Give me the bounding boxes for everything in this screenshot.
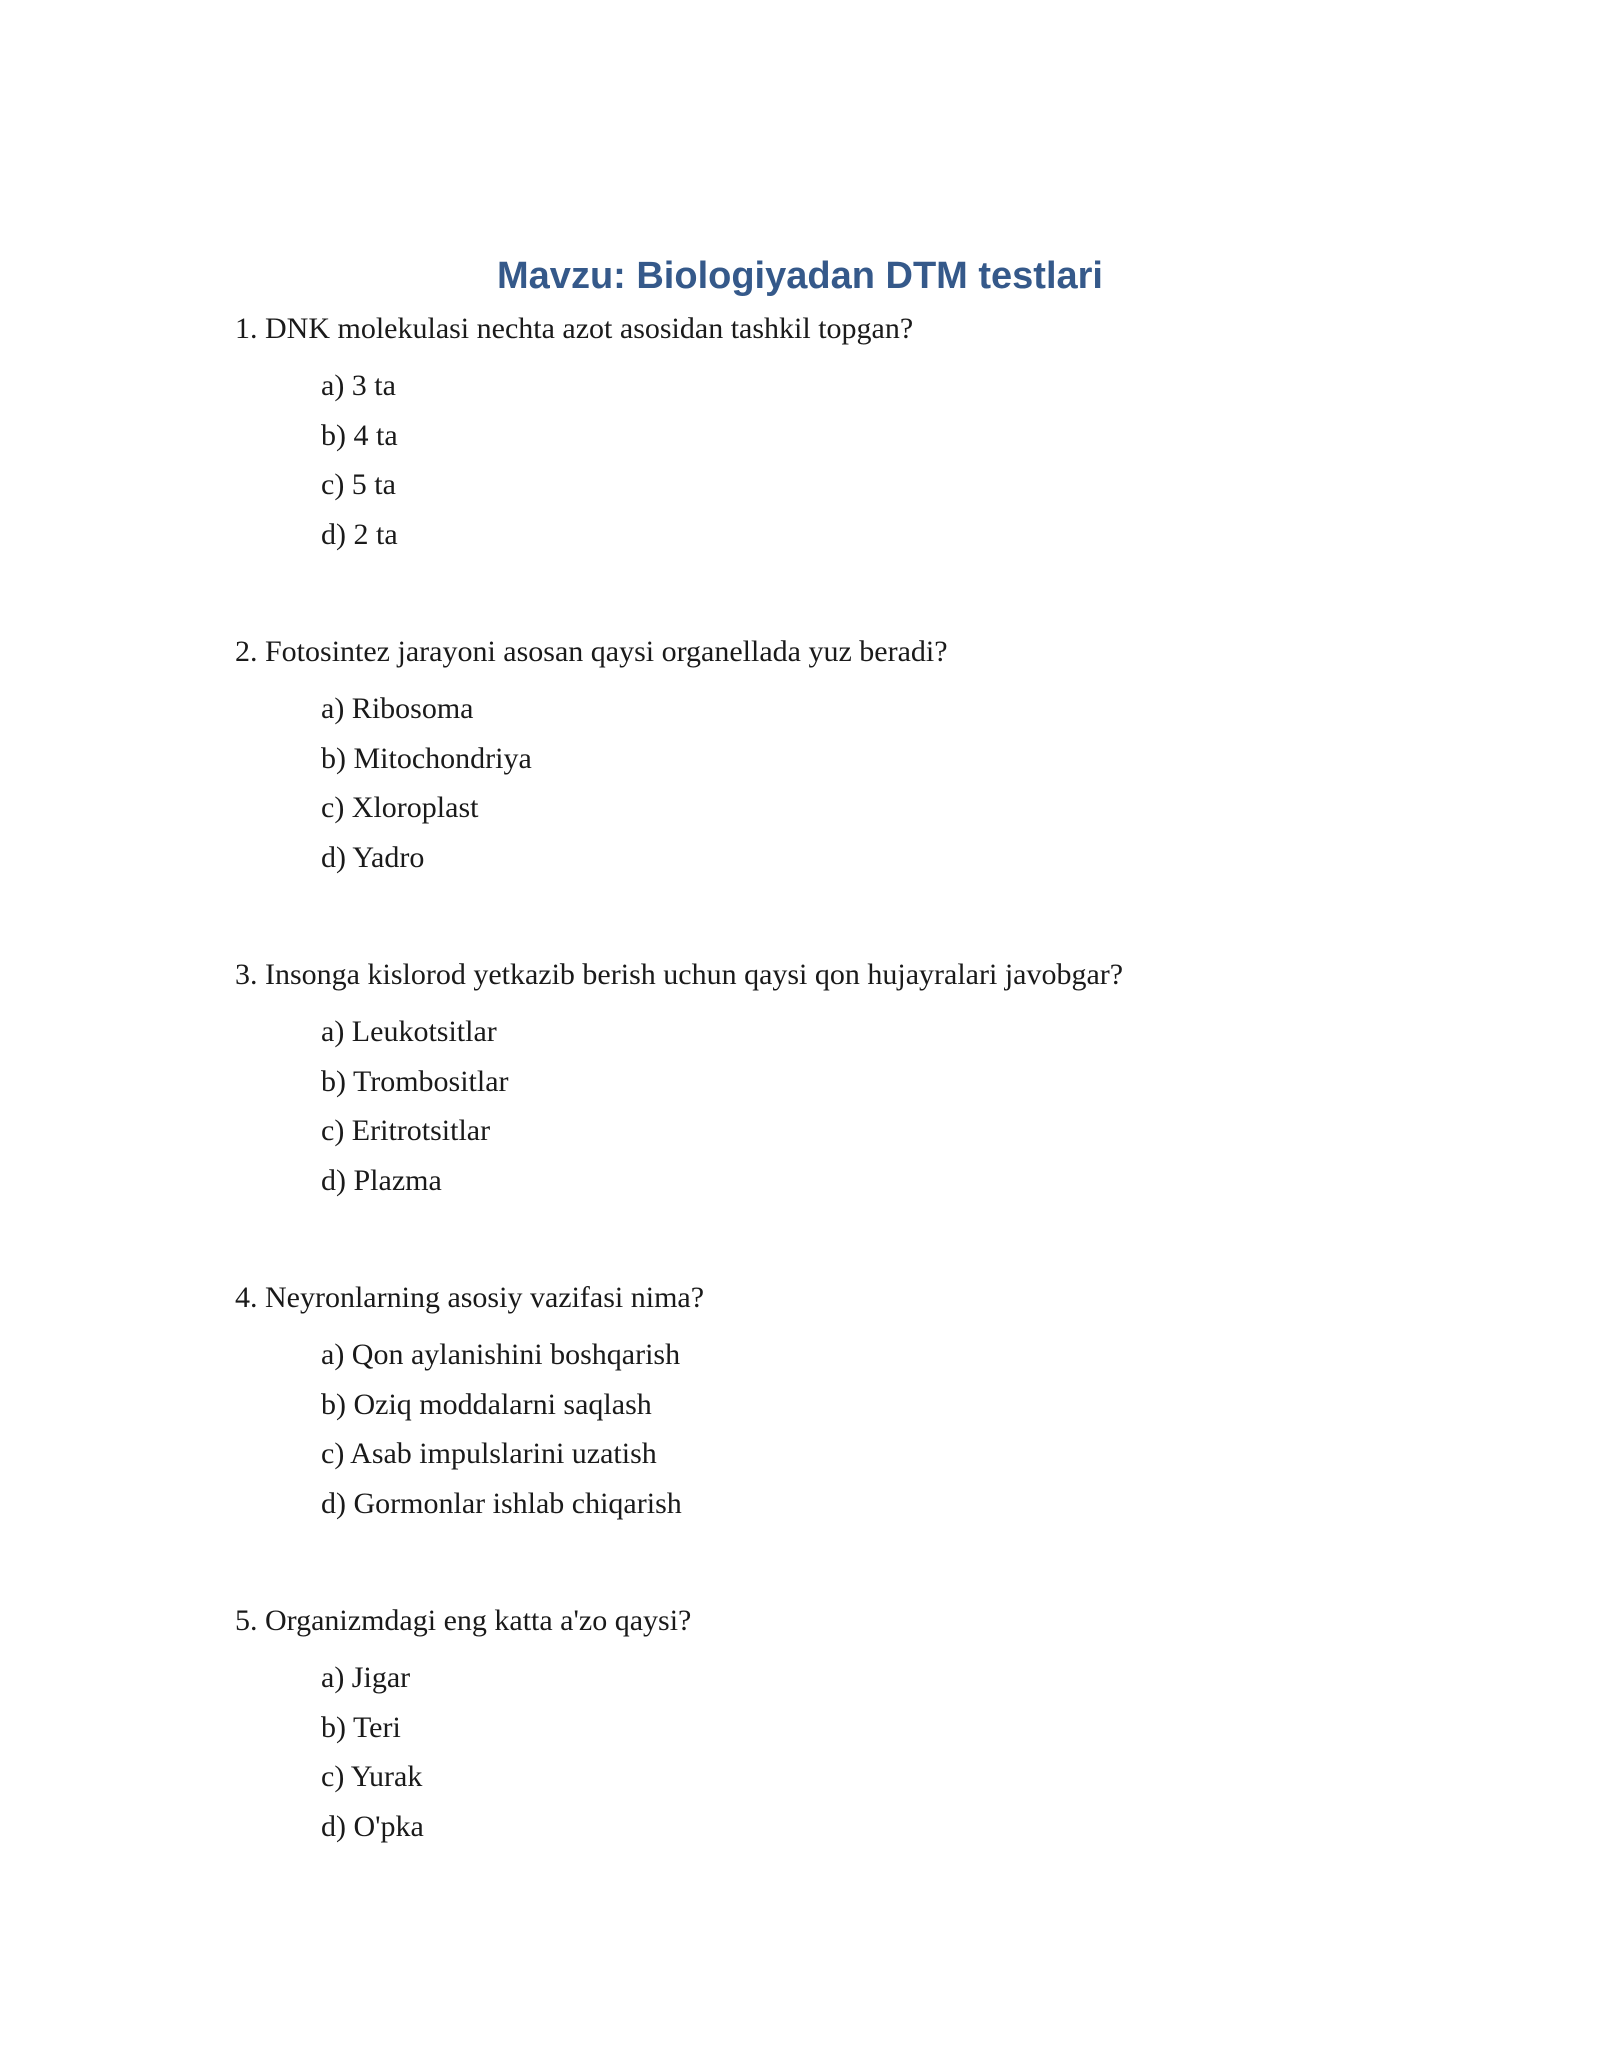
answer-option-b: b) Teri	[321, 1710, 401, 1744]
question-block-3	[235, 955, 1435, 1210]
answer-options	[235, 366, 1435, 564]
answer-option-d: d) Yadro	[321, 840, 425, 874]
answer-option-b: b) Mitochondriya	[321, 741, 532, 775]
question-block-5	[235, 1601, 1435, 1856]
answer-option-a: a) 3 ta	[321, 369, 396, 402]
answer-options	[235, 689, 1435, 887]
answer-options	[235, 1012, 1435, 1210]
answer-option-a: a) Jigar	[321, 1661, 411, 1694]
answer-options	[235, 1335, 1435, 1533]
question-text: 4. Neyronlarning asosiy vazifasi nima?	[235, 1281, 705, 1314]
answer-option-d: d) O'pka	[321, 1809, 424, 1843]
question-block-1	[235, 309, 1435, 564]
question-block-4	[235, 1278, 1435, 1533]
answer-option-c: c) Yurak	[321, 1760, 423, 1793]
answer-option-b: b) 4 ta	[321, 418, 398, 452]
answer-option-a: a) Leukotsitlar	[321, 1015, 497, 1048]
answer-option-d: d) 2 ta	[321, 517, 398, 551]
question-text: 3. Insonga kislorod yetkazib berish uchun qaysi qon hujayralari javobgar?	[235, 958, 1124, 991]
answer-option-c: c) Eritrotsitlar	[321, 1114, 491, 1147]
answer-option-a: a) Ribosoma	[321, 692, 474, 725]
question-text: 2. Fotosintez jarayoni asosan qaysi organellada yuz beradi?	[235, 635, 948, 668]
question-text: 5. Organizmdagi eng katta a'zo qaysi?	[235, 1604, 692, 1637]
answer-option-d: d) Plazma	[321, 1163, 442, 1197]
question-block-2	[235, 632, 1435, 887]
document-title: Mavzu: Biologiyadan DTM testlari	[497, 255, 1103, 297]
answer-option-b: b) Trombositlar	[321, 1064, 509, 1098]
answer-option-a: a) Qon aylanishini boshqarish	[321, 1338, 681, 1371]
answer-options	[235, 1658, 1435, 1856]
answer-option-d: d) Gormonlar ishlab chiqarish	[321, 1486, 682, 1520]
answer-option-b: b) Oziq moddalarni saqlash	[321, 1387, 652, 1421]
answer-option-c: c) Xloroplast	[321, 791, 479, 824]
question-text: 1. DNK molekulasi nechta azot asosidan tashkil topgan?	[235, 312, 914, 345]
answer-option-c: c) 5 ta	[321, 468, 396, 501]
answer-option-c: c) Asab impulslarini uzatish	[321, 1437, 657, 1470]
